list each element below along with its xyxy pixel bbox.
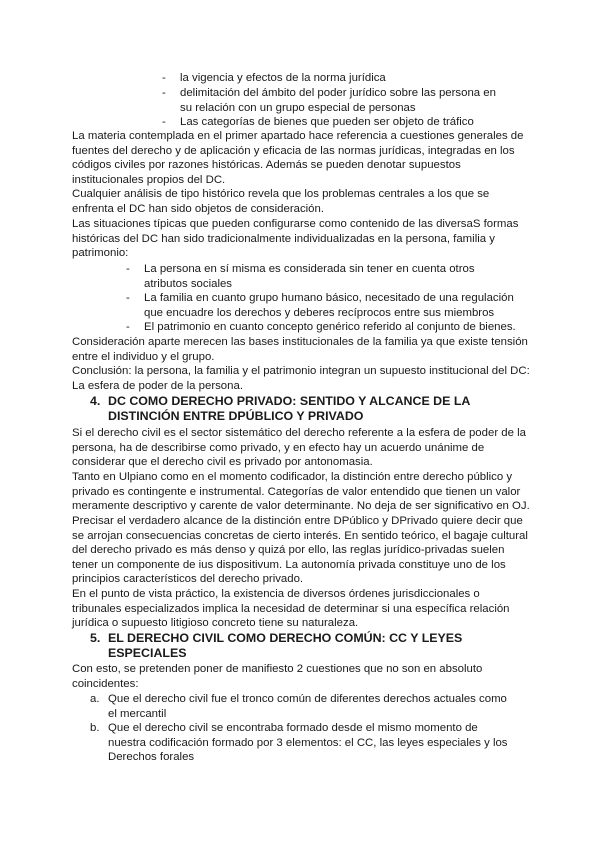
list-marker: - xyxy=(162,72,166,84)
list-item: Que el derecho civil fue el tronco común de diferentes derechos actuales como el mercantil xyxy=(108,693,507,720)
heading-number: 5. xyxy=(90,631,101,645)
section-heading: EL DERECHO CIVIL COMO DERECHO COMÚN: CC Y LEYES ESPECIALES xyxy=(108,631,463,660)
heading-number: 4. xyxy=(90,394,101,408)
paragraph: Las situaciones típicas que pueden configurarse como contenido de las diversaS formas históricas del DC han sido tradicionalmente individualizadas en la persona, familia y patrimonio: xyxy=(72,218,519,259)
list-marker: b. xyxy=(90,722,100,734)
list-marker: - xyxy=(162,87,166,99)
paragraph: En el punto de vista práctico, la existencia de diversos órdenes jurisdiccionales o tribunales especializados implica la necesidad de determinar si una específica relación jurídica o supuesto litigioso concreto tiene su naturaleza. xyxy=(72,588,510,629)
list-item: La familia en cuanto grupo humano básico, necesitado de una regulación que encuadre los derechos y deberes recíprocos entre sus miembros xyxy=(144,292,514,319)
list-marker: a. xyxy=(90,693,100,705)
paragraph: Conclusión: la persona, la familia y el patrimonio integran un supuesto institucional del DC: La esfera de poder de la persona. xyxy=(72,365,530,392)
list-item: la vigencia y efectos de la norma jurídica xyxy=(180,72,386,84)
list-marker: - xyxy=(162,116,166,128)
list-item: Que el derecho civil se encontraba formado desde el mismo momento de nuestra codificación formado por 3 elementos: el CC, las leyes especiales y los Derechos forales xyxy=(108,722,508,763)
list-marker: - xyxy=(126,263,130,275)
paragraph: Precisar el verdadero alcance de la distinción entre DPúblico y DPrivado quiere decir que se arrojan consecuencias concretas de cierto interés. En sentido teórico, el bagaje cultural del derecho privado es más denso y quizá por ello, las reglas jurídico-privadas suelen tener un componente de ius dispositivum. La autonomía privada constituye uno de los principios característicos del derecho privado. xyxy=(72,515,528,585)
paragraph: Con esto, se pretenden poner de manifiesto 2 cuestiones que no son en absoluto coincidentes: xyxy=(72,663,483,690)
list-item: Las categorías de bienes que pueden ser objeto de tráfico xyxy=(180,116,474,128)
section-heading: DC COMO DERECHO PRIVADO: SENTIDO Y ALCANCE DE LA DISTINCIÓN ENTRE DPÚBLICO Y PRIVADO xyxy=(108,394,470,423)
paragraph: Consideración aparte merecen las bases institucionales de la familia ya que existe tensión entre el individuo y el grupo. xyxy=(72,336,528,363)
list-item: La persona en sí misma es considerada sin tener en cuenta otros atributos sociales xyxy=(144,263,475,290)
paragraph: Tanto en Ulpiano como en el momento codificador, la distinción entre derecho público y privado es contingente e instrumental. Categorías de valor entendido que tienen un valor meramente descriptivo y carente de valor determinante. No deja de ser significativo en OJ. xyxy=(72,471,530,512)
paragraph: Si el derecho civil es el sector sistemático del derecho referente a la esfera de poder de la persona, ha de describirse como privado, y en efecto hay un acuerdo unánime de considerar que el derecho civil es privado por antonomasia. xyxy=(72,427,526,468)
paragraph: Cualquier análisis de tipo histórico revela que los problemas centrales a los que se enfrenta el DC han sido objetos de consideración. xyxy=(72,188,490,215)
list-marker: - xyxy=(126,292,130,304)
list-item: delimitación del ámbito del poder jurídico sobre las persona en su relación con un grupo especial de personas xyxy=(180,87,496,114)
paragraph: La materia contemplada en el primer apartado hace referencia a cuestiones generales de fuentes del derecho y de aplicación y eficacia de las normas jurídicas, integradas en los códigos civiles por razones históricas. Además se pueden denotar supuestos institucionales propios del DC. xyxy=(72,130,524,186)
list-marker: - xyxy=(126,321,130,333)
list-item: El patrimonio en cuanto concepto genérico referido al conjunto de bienes. xyxy=(144,321,516,333)
